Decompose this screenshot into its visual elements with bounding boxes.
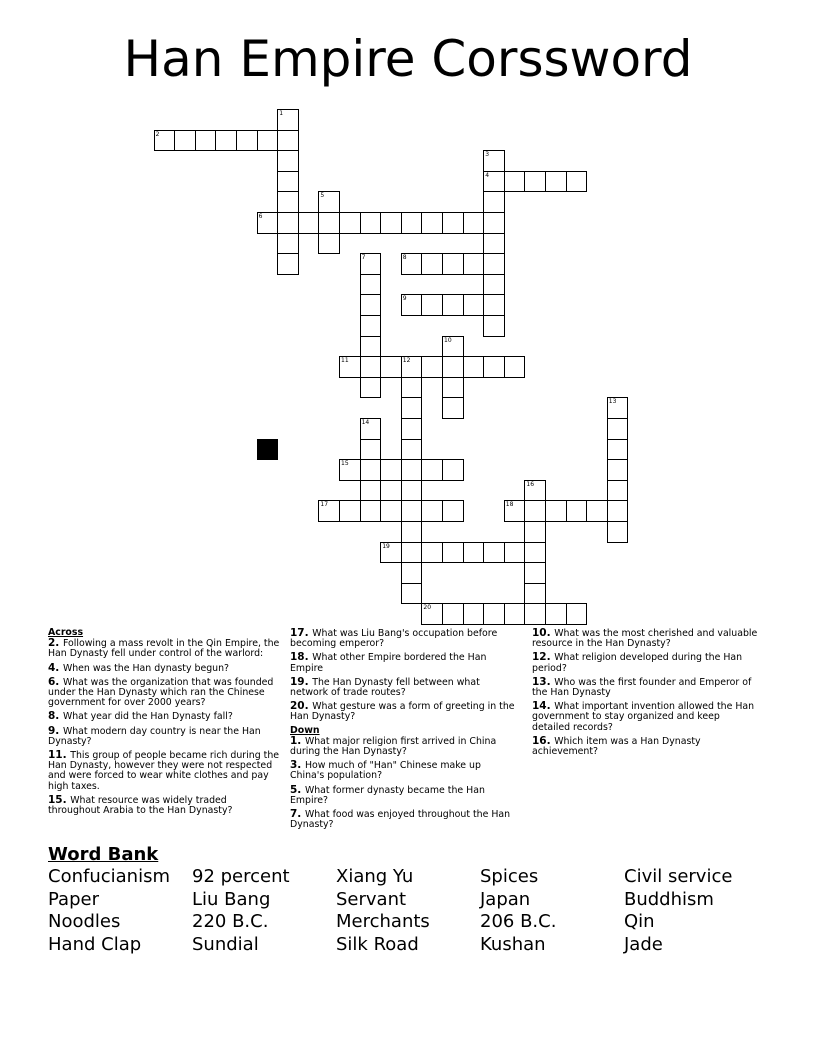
clue-text: What religion developed during the Han period? <box>532 652 743 674</box>
clue-number-label: 8. <box>48 710 63 723</box>
grid-cell[interactable] <box>504 542 526 564</box>
grid-cell[interactable] <box>566 171 588 193</box>
clue-section-header: Across <box>48 627 84 638</box>
clue-item <box>290 652 518 673</box>
clue-number: 8 <box>402 254 407 262</box>
word-bank-item: Civil service <box>624 866 733 887</box>
grid-cell[interactable] <box>607 521 629 543</box>
grid-cell[interactable] <box>607 500 629 522</box>
grid-cell[interactable] <box>339 500 361 522</box>
grid-cell[interactable] <box>483 253 505 275</box>
grid-cell[interactable] <box>360 294 382 316</box>
grid-cell[interactable] <box>483 191 505 213</box>
grid-cell[interactable] <box>360 336 382 358</box>
grid-cell[interactable] <box>401 397 423 419</box>
grid-cell[interactable] <box>483 212 505 234</box>
clue-item <box>48 677 280 709</box>
clue-item <box>290 677 518 698</box>
grid-cell[interactable] <box>483 150 505 172</box>
grid-cell[interactable] <box>463 212 485 234</box>
grid-cell[interactable] <box>257 130 279 152</box>
clue-number: 14 <box>361 419 370 426</box>
grid-cell[interactable] <box>607 418 629 440</box>
grid-cell[interactable] <box>442 397 464 419</box>
clue-number: 16 <box>526 480 535 488</box>
clue-item <box>290 628 518 649</box>
grid-cell[interactable] <box>360 274 382 296</box>
grid-cell[interactable] <box>463 294 485 316</box>
clue-number: 19 <box>382 542 390 550</box>
clue-item <box>290 785 518 806</box>
word-bank-title: Word Bank <box>48 844 159 865</box>
grid-cell[interactable] <box>174 130 196 152</box>
word-bank-item: Liu Bang <box>192 888 271 910</box>
grid-cell[interactable] <box>277 171 299 193</box>
grid-cell[interactable] <box>442 377 464 399</box>
grid-cell[interactable] <box>401 542 423 564</box>
clue-number: 4 <box>485 171 490 179</box>
grid-cell[interactable] <box>483 356 505 378</box>
word-bank-item: Paper <box>48 888 99 910</box>
grid-cell[interactable] <box>524 583 546 605</box>
grid-cell[interactable] <box>483 315 505 337</box>
grid-cell[interactable] <box>421 294 443 316</box>
grid-cell[interactable] <box>277 130 299 152</box>
grid-cell[interactable] <box>607 459 629 481</box>
grid-cell[interactable] <box>401 500 423 522</box>
clue-number: 2 <box>155 130 160 138</box>
grid-cell[interactable] <box>442 253 464 275</box>
clue-number: 17 <box>320 501 329 509</box>
grid-cell[interactable] <box>277 233 299 255</box>
word-bank-item: 206 B.C. <box>480 911 557 933</box>
grid-cell[interactable] <box>483 233 505 255</box>
grid-cell[interactable] <box>421 542 443 564</box>
grid-cell[interactable] <box>607 397 629 419</box>
clue-number: 9 <box>402 295 407 303</box>
grid-cell[interactable] <box>504 356 526 378</box>
clue-text: This group of people became rich during the Han Dynasty, however they were not respected and were forced to wear white clothes and pay high taxes. <box>48 750 280 792</box>
word-bank-item: Japan <box>480 888 531 910</box>
grid-cell[interactable] <box>483 603 505 625</box>
grid-cell[interactable] <box>607 439 629 461</box>
grid-cell[interactable] <box>318 233 340 255</box>
grid-cell[interactable] <box>607 480 629 502</box>
clue-number-label: 18. <box>290 651 313 664</box>
clue-number: 10 <box>444 336 452 344</box>
clue-number: 1 <box>279 110 284 117</box>
clue-text: The Han Dynasty fell between what network of trade routes? <box>290 676 480 699</box>
grid-cell[interactable] <box>442 212 464 234</box>
grid-cell[interactable] <box>380 356 402 378</box>
grid-cell[interactable] <box>195 130 217 152</box>
clue-number: 15 <box>341 460 349 468</box>
clue-number: 18 <box>505 501 514 509</box>
clue-number-label: 5. <box>290 783 305 796</box>
grid-cell[interactable] <box>442 336 464 358</box>
grid-cell[interactable] <box>380 500 402 522</box>
grid-cell[interactable] <box>421 253 443 275</box>
clue-item <box>48 663 280 674</box>
grid-cell[interactable] <box>401 212 423 234</box>
grid-cell[interactable] <box>277 212 299 234</box>
grid-cell[interactable] <box>401 459 423 481</box>
clue-text: What major religion first arrived in China during the Han Dynasty? <box>290 735 497 758</box>
word-bank-item: Merchants <box>336 911 430 933</box>
clue-number-label: 14. <box>532 700 555 713</box>
clue-number: 13 <box>608 398 617 406</box>
grid-cell[interactable] <box>401 480 423 502</box>
word-bank-item: Servant <box>336 888 407 910</box>
clue-number-label: 9. <box>48 724 63 737</box>
clue-number-label: 3. <box>290 759 305 772</box>
clue-item <box>290 760 518 781</box>
grid-cell[interactable] <box>442 294 464 316</box>
grid-cell[interactable] <box>401 439 423 461</box>
word-bank-item: Silk Road <box>336 933 419 955</box>
grid-cell[interactable] <box>401 294 423 316</box>
clue-item <box>532 652 760 673</box>
clue-text: What was the most cherished and valuable resource in the Han Dynasty? <box>532 628 758 650</box>
clue-item <box>48 726 280 747</box>
clue-text: What former dynasty became the Han Empire? <box>290 784 485 806</box>
clue-column-1 <box>48 628 280 819</box>
clue-number: 6 <box>258 213 263 220</box>
clue-text: What was Liu Bang's occupation before becoming emperor? <box>290 628 498 650</box>
word-bank-item: Jade <box>624 933 663 955</box>
clue-item <box>48 750 280 792</box>
clue-text: What year did the Han Dynasty fall? <box>62 711 233 723</box>
clue-text: When was the Han dynasty begun? <box>62 662 230 674</box>
clue-text: What other Empire bordered the Han Empire <box>290 652 487 674</box>
grid-cell[interactable] <box>463 356 485 378</box>
grid-cell[interactable] <box>401 418 423 440</box>
clue-text: Following a mass revolt in the Qin Empire, the Han Dynasty fell under control of the warlord: <box>48 638 280 660</box>
clue-number-label: 13. <box>532 675 555 688</box>
word-bank <box>48 866 768 956</box>
grid-cell[interactable] <box>524 480 546 502</box>
grid-cell[interactable] <box>360 480 382 502</box>
grid-cell[interactable] <box>463 542 485 564</box>
clue-text: What important invention allowed the Han government to stay organized and keep detailed records? <box>532 701 755 733</box>
grid-cell[interactable] <box>483 171 505 193</box>
grid-cell[interactable] <box>257 212 279 234</box>
grid-cell[interactable] <box>545 171 567 193</box>
grid-cell[interactable] <box>524 521 546 543</box>
clue-number-label: 7. <box>290 808 305 821</box>
clue-number-label: 12. <box>532 651 555 664</box>
page-title: Han Empire Corssword <box>123 30 693 88</box>
word-bank-item: Qin <box>624 911 655 933</box>
grid-cell[interactable] <box>401 521 423 543</box>
clue-item <box>48 638 280 659</box>
grid-cell[interactable] <box>380 459 402 481</box>
clue-text: Who was the first founder and Emperor of the Han Dynasty <box>532 676 752 699</box>
clue-number: 5 <box>320 192 325 200</box>
grid-cell[interactable] <box>401 562 423 584</box>
clue-number: 11 <box>341 357 349 365</box>
grid-cell[interactable] <box>277 109 299 131</box>
grid-cell[interactable] <box>339 212 361 234</box>
grid-cell[interactable] <box>360 356 382 378</box>
grid-cell[interactable] <box>277 191 299 213</box>
grid-cell[interactable] <box>504 500 526 522</box>
clue-number-label: 2. <box>48 637 63 650</box>
grid-cell[interactable] <box>442 356 464 378</box>
grid-cell[interactable] <box>504 171 526 193</box>
grid-cell[interactable] <box>483 274 505 296</box>
clue-text: What was the organization that was founded under the Han Dynasty which ran the Chinese government for over 2000 years? <box>48 676 274 709</box>
grid-cell[interactable] <box>360 439 382 461</box>
clue-item <box>532 677 760 698</box>
word-bank-item: 220 B.C. <box>192 911 269 933</box>
grid-cell[interactable] <box>421 212 443 234</box>
clue-number: 20 <box>423 604 432 612</box>
grid-cell[interactable] <box>298 212 320 234</box>
grid-cell[interactable] <box>524 171 546 193</box>
grid-cell[interactable] <box>360 377 382 399</box>
grid-cell[interactable] <box>524 603 546 625</box>
clue-number-label: 10. <box>532 627 555 639</box>
clue-column-2 <box>290 628 518 833</box>
word-bank-item: 92 percent <box>192 866 290 887</box>
grid-cell[interactable] <box>524 500 546 522</box>
grid-cell[interactable] <box>360 212 382 234</box>
clue-number-label: 11. <box>48 749 71 762</box>
clue-number: 12 <box>402 357 411 365</box>
grid-cell[interactable] <box>483 542 505 564</box>
grid-cell[interactable] <box>277 150 299 172</box>
clue-item <box>532 736 760 757</box>
word-bank-item: Sundial <box>192 933 259 955</box>
grid-cell[interactable] <box>566 603 588 625</box>
clue-number-label: 15. <box>48 793 71 806</box>
grid-cell[interactable] <box>483 294 505 316</box>
grid-cell[interactable] <box>339 356 361 378</box>
word-bank-item: Buddhism <box>624 888 714 910</box>
grid-cell[interactable] <box>339 459 361 481</box>
grid-cell[interactable] <box>401 253 423 275</box>
grid-cell[interactable] <box>360 500 382 522</box>
word-bank-item: Confucianism <box>48 866 170 887</box>
grid-cell[interactable] <box>442 459 464 481</box>
clue-number-label: 1. <box>290 734 305 747</box>
clue-number-label: 6. <box>48 675 63 688</box>
clue-number-label: 20. <box>290 700 313 713</box>
clue-item <box>290 701 518 722</box>
grid-cell[interactable] <box>463 603 485 625</box>
grid-cell[interactable] <box>318 191 340 213</box>
clue-number-label: 17. <box>290 627 313 639</box>
grid-cell[interactable] <box>318 500 340 522</box>
word-bank-item: Kushan <box>480 933 546 955</box>
clue-number-label: 4. <box>48 661 63 674</box>
grid-cell[interactable] <box>401 377 423 399</box>
clue-text: What resource was widely traded throughout Arabia to the Han Dynasty? <box>48 794 233 817</box>
clue-item <box>48 795 280 816</box>
grid-cell[interactable] <box>380 542 402 564</box>
grid-cell[interactable] <box>215 130 237 152</box>
grid-cell[interactable] <box>421 459 443 481</box>
word-bank-item: Spices <box>480 866 539 887</box>
grid-cell[interactable] <box>360 315 382 337</box>
clue-column-3 <box>532 628 760 760</box>
grid-cell[interactable] <box>318 212 340 234</box>
grid-cell[interactable] <box>401 356 423 378</box>
grid-cell[interactable] <box>586 500 608 522</box>
clue-number: 7 <box>361 254 366 262</box>
clue-item <box>532 701 760 733</box>
grid-cell[interactable] <box>401 583 423 605</box>
grid-cell[interactable] <box>504 603 526 625</box>
clue-text: What food was enjoyed throughout the Han Dynasty? <box>290 809 511 831</box>
clue-item <box>532 628 760 649</box>
grid-cell[interactable] <box>277 253 299 275</box>
grid-cell[interactable] <box>442 542 464 564</box>
word-bank-item: Hand Clap <box>48 933 142 955</box>
grid-cell[interactable] <box>421 356 443 378</box>
grid-cell[interactable] <box>236 130 258 152</box>
grid-cell[interactable] <box>545 603 567 625</box>
word-bank-item: Noodles <box>48 911 121 933</box>
grid-cell[interactable] <box>360 253 382 275</box>
clue-number-label: 16. <box>532 734 555 747</box>
clue-number-label: 19. <box>290 675 313 688</box>
clue-item <box>290 736 518 757</box>
clue-section-header: Down <box>290 724 320 736</box>
grid-cell[interactable] <box>360 459 382 481</box>
grid-cell[interactable] <box>524 562 546 584</box>
grid-cell[interactable] <box>545 500 567 522</box>
grid-cell[interactable] <box>360 418 382 440</box>
clue-text: How much of "Han" Chinese make up China's population? <box>290 760 481 782</box>
grid-cell[interactable] <box>380 212 402 234</box>
grid-cell[interactable] <box>154 130 176 152</box>
grid-block-cell <box>257 439 279 461</box>
grid-cell[interactable] <box>524 542 546 564</box>
clue-text: Which item was a Han Dynasty achievement? <box>532 735 701 758</box>
clue-text: What gesture was a form of greeting in the Han Dynasty? <box>290 701 515 723</box>
grid-cell[interactable] <box>421 603 443 625</box>
grid-cell[interactable] <box>421 500 443 522</box>
clue-text: What modern day country is near the Han Dynasty? <box>48 725 261 747</box>
grid-cell[interactable] <box>566 500 588 522</box>
grid-cell[interactable] <box>442 500 464 522</box>
grid-cell[interactable] <box>463 253 485 275</box>
word-bank-item: Xiang Yu <box>336 866 414 887</box>
clue-item <box>290 809 518 830</box>
clue-item <box>48 711 280 722</box>
grid-cell[interactable] <box>442 603 464 625</box>
clue-number: 3 <box>485 151 490 159</box>
